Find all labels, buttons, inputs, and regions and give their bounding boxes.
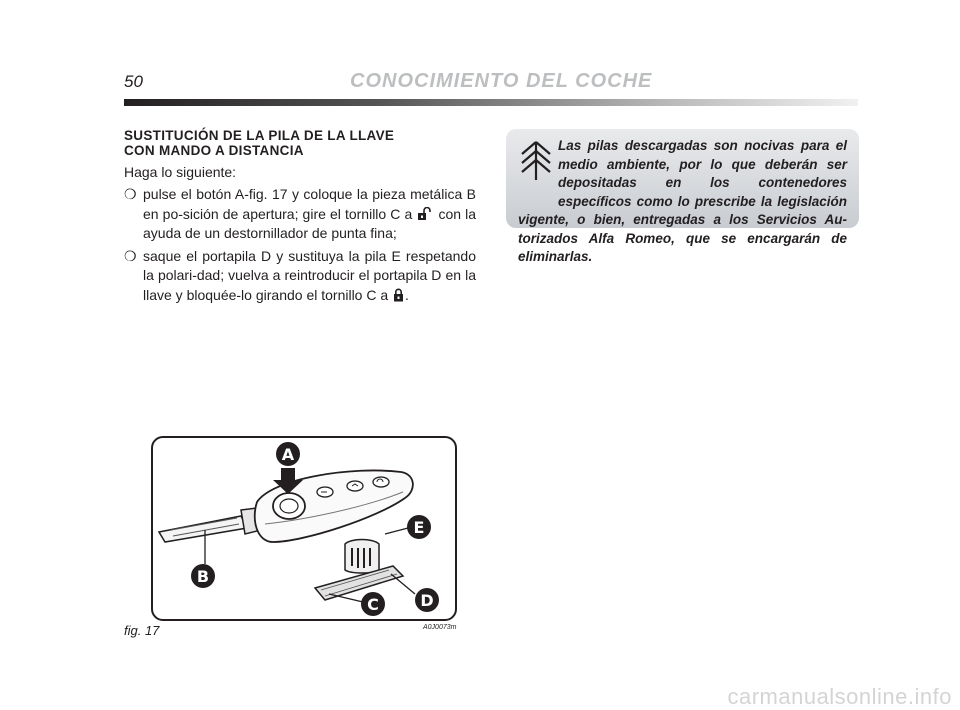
section-title: CONOCIMIENTO DEL COCHE xyxy=(350,70,653,92)
step-1-text-a: pulse el botón A-fig. 17 y coloque la pieza metálica B en po-sición de apertura; gire el tornillo C a xyxy=(143,186,476,222)
step-1-text-b: con la ayuda de un destornillador de punta fina; xyxy=(143,205,477,241)
intro-text: Haga lo siguiente: xyxy=(124,164,237,180)
key-illustration xyxy=(153,438,455,619)
heading-line-2: CON MANDO A DISTANCIA xyxy=(124,143,304,158)
battery-cell xyxy=(345,540,379,574)
footer-watermark: carmanualsonline.info xyxy=(727,684,952,709)
svg-text:D: D xyxy=(420,591,434,610)
key-figure xyxy=(151,436,457,621)
lock-icon xyxy=(393,288,404,302)
leader-e xyxy=(385,528,408,534)
key-blade xyxy=(159,508,261,542)
svg-text:C: C xyxy=(367,595,379,614)
step-2-text-b: . xyxy=(405,286,409,303)
svg-text:A: A xyxy=(281,445,295,464)
label-a xyxy=(276,442,300,466)
header-rule xyxy=(124,99,858,106)
unlock-icon xyxy=(417,207,433,221)
svg-text:E: E xyxy=(413,518,425,537)
bullet: ❍ xyxy=(124,247,137,264)
heading-line-1: SUSTITUCIÓN DE LA PILA DE LA LLAVE xyxy=(124,128,395,143)
page-number: 50 xyxy=(124,72,143,91)
list-item xyxy=(124,185,476,244)
label-c xyxy=(361,592,385,616)
list-item xyxy=(124,247,476,306)
leader-c xyxy=(329,594,363,602)
environment-note-text: Las pilas descargadas son nocivas para el medio ambiente, por lo que deberán ser depositadas en los contenedores específicos como lo prescribe la legislación vigente, o bien, entregadas a los Servicios Au-torizados Alfa Romeo, que se encargarán de eliminarlas. xyxy=(518,138,847,264)
label-d xyxy=(415,588,439,612)
figure-code: A0J0073m xyxy=(423,624,457,631)
figure-caption: fig. 17 xyxy=(124,623,160,638)
svg-text:B: B xyxy=(196,567,210,586)
environment-note xyxy=(506,129,859,264)
leader-d xyxy=(391,574,415,594)
step-2-text-a: saque el portapila D y sustituya la pila E respetando la polari-dad; vuelva a reintroducir el portapila D en la llave y bloquée-lo girando el tornillo C a xyxy=(143,247,476,303)
label-e xyxy=(407,515,431,539)
steps-list xyxy=(124,185,476,305)
section-heading xyxy=(124,128,476,158)
bullet: ❍ xyxy=(124,186,137,202)
instructions-column xyxy=(124,128,476,305)
label-b xyxy=(191,564,215,588)
